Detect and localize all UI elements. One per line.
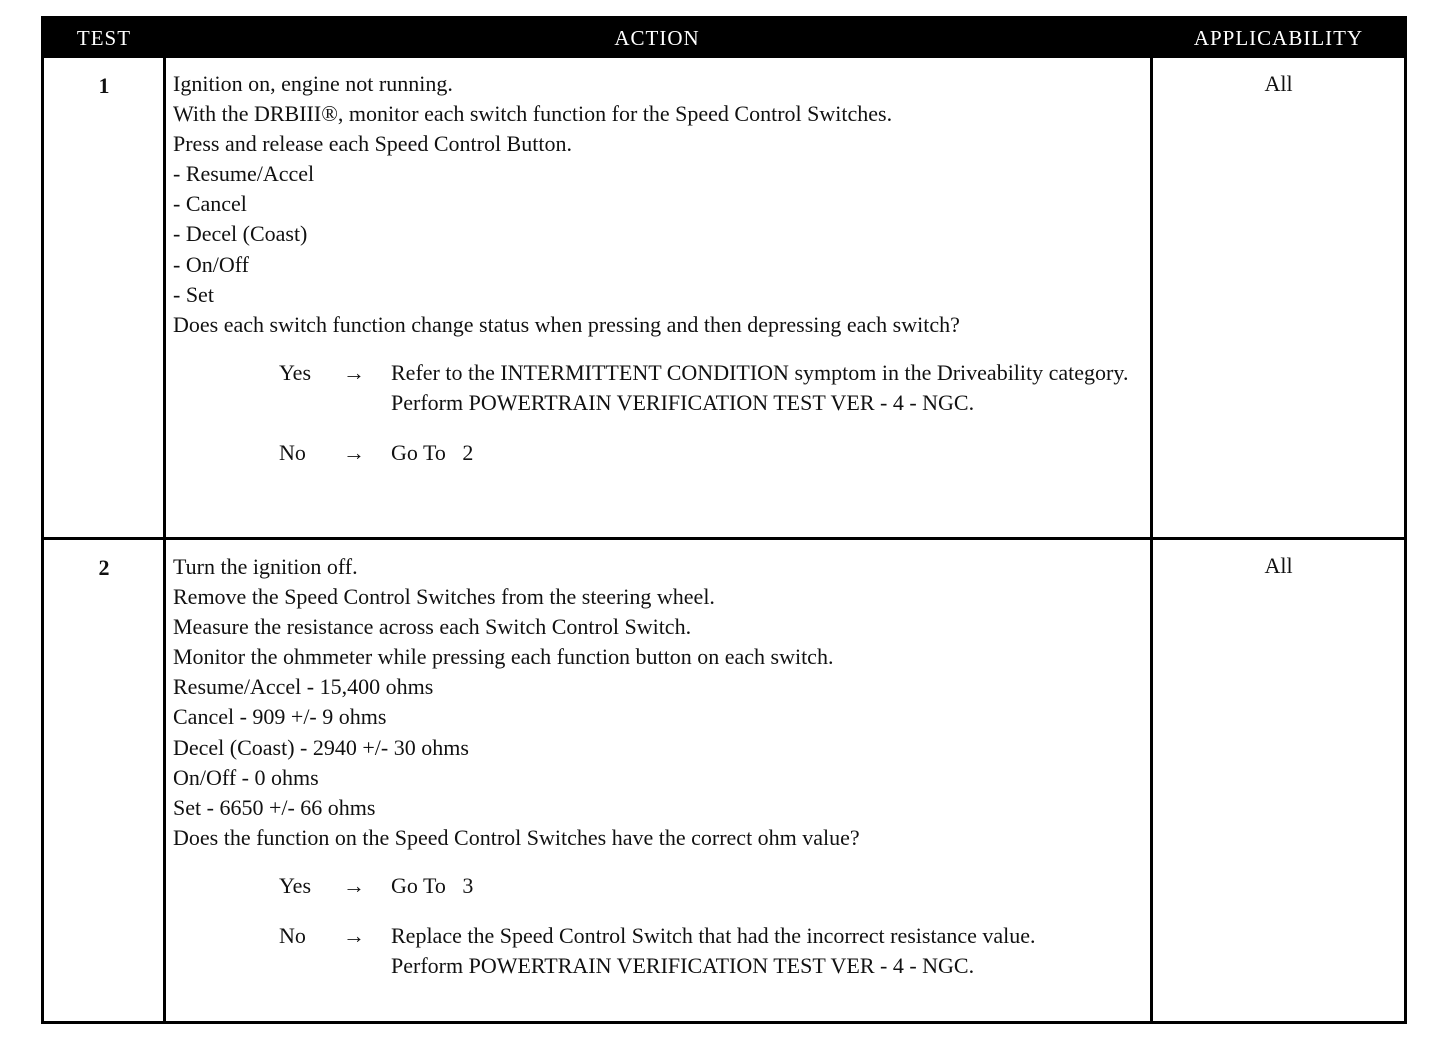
- right-arrow-icon: →: [343, 359, 365, 385]
- applicability-1: All: [1264, 71, 1293, 96]
- action-question: Does the function on the Speed Control Switches have the correct ohm value?: [173, 824, 860, 850]
- action-line: Remove the Speed Control Switches from the steering wheel.: [173, 584, 715, 610]
- action-line: Turn the ignition off.: [173, 554, 358, 579]
- action-line: On/Off - 0 ohms: [173, 764, 319, 790]
- answer-no: [279, 921, 1143, 981]
- answer-yes-text: Go To 3: [391, 872, 474, 898]
- header-test: TEST: [76, 26, 132, 50]
- answer-yes-result: [391, 358, 1143, 418]
- answer-yes-result: [391, 871, 1143, 901]
- action-cell-1: [173, 69, 1143, 488]
- answer-no-text: Go To 2: [391, 440, 474, 466]
- action-line: Measure the resistance across each Switch Control Switch.: [173, 614, 692, 640]
- answers-1: [173, 358, 1143, 468]
- answer-yes-text2: Perform POWERTRAIN VERIFICATION TEST VER - 4 - NGC.: [391, 389, 975, 415]
- answer-no-result: [391, 921, 1143, 981]
- answers-2: [173, 871, 1143, 981]
- row-divider: [44, 537, 1404, 540]
- action-line: - Cancel: [173, 191, 247, 217]
- answer-yes: [279, 358, 1143, 418]
- action-line: Decel (Coast) - 2940 +/- 30 ohms: [173, 734, 469, 760]
- action-question: Does each switch function change status when pressing and then depressing each switch?: [173, 311, 960, 337]
- answer-no-text: Replace the Speed Control Switch that had the incorrect resistance value.: [391, 923, 1036, 949]
- table-header: [44, 19, 1404, 58]
- action-line: - Resume/Accel: [173, 161, 315, 187]
- action-line: Resume/Accel - 15,400 ohms: [173, 674, 434, 700]
- action-line: Press and release each Speed Control Button.: [173, 131, 572, 157]
- action-line: - Decel (Coast): [173, 221, 308, 247]
- action-line: Monitor the ohmmeter while pressing each function button on each switch.: [173, 644, 834, 670]
- right-arrow-icon: →: [343, 923, 365, 949]
- answer-no-label: No: [279, 923, 306, 949]
- test-number-1: 1: [98, 73, 110, 98]
- action-line: Set - 6650 +/- 66 ohms: [173, 794, 376, 820]
- action-cell-2: [173, 552, 1143, 1001]
- action-line: - Set: [173, 281, 214, 307]
- answer-no-text2: Perform POWERTRAIN VERIFICATION TEST VER - 4 - NGC.: [391, 953, 975, 979]
- applicability-2: All: [1264, 553, 1293, 578]
- answer-yes: [279, 871, 1143, 901]
- right-arrow-icon: →: [343, 440, 365, 466]
- header-applicability: APPLICABILITY: [1193, 26, 1364, 50]
- header-action: ACTION: [614, 26, 700, 50]
- answer-yes-label: Yes: [279, 359, 312, 385]
- action-line: With the DRBIII®, monitor each switch function for the Speed Control Switches.: [173, 101, 893, 127]
- answer-yes-label: Yes: [279, 872, 312, 898]
- answer-no-label: No: [279, 440, 306, 466]
- action-line: Cancel - 909 +/- 9 ohms: [173, 704, 387, 730]
- right-arrow-icon: →: [343, 872, 365, 898]
- answer-no: [279, 438, 1143, 468]
- action-line: Ignition on, engine not running.: [173, 71, 453, 96]
- action-line: - On/Off: [173, 251, 249, 277]
- test-number-2: 2: [98, 555, 110, 580]
- answer-yes-text: Refer to the INTERMITTENT CONDITION symptom in the Driveability category.: [391, 359, 1129, 385]
- answer-no-result: [391, 438, 1143, 468]
- diagnostic-table: [41, 16, 1407, 1024]
